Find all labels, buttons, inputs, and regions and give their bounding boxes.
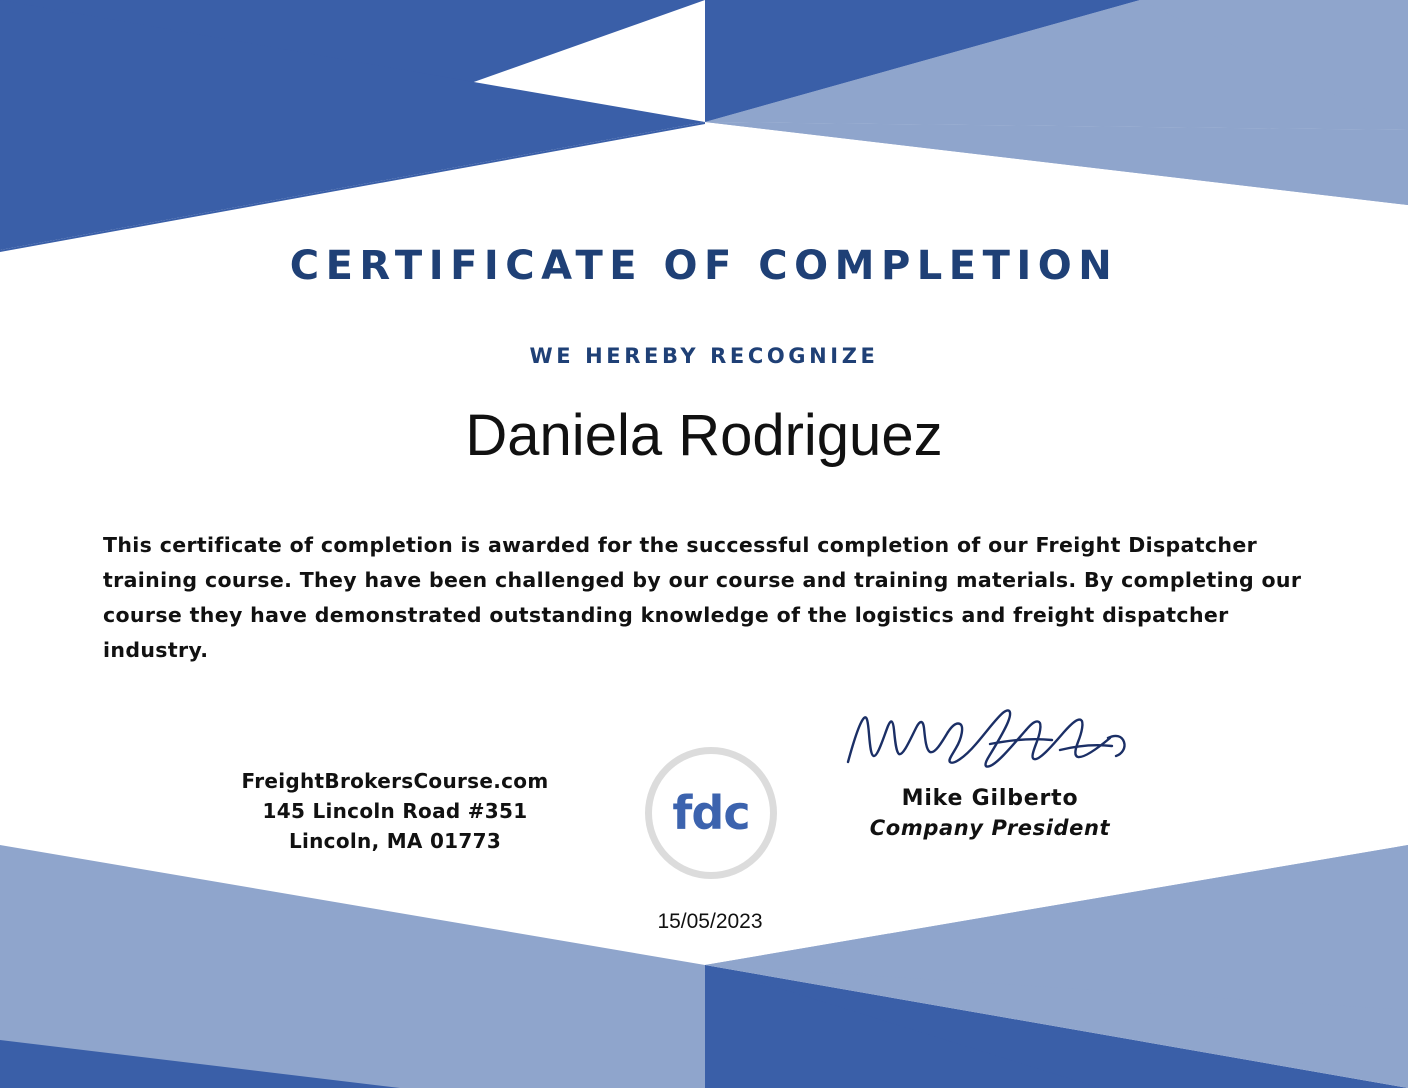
logo-text: fdc xyxy=(672,786,750,840)
certificate-subtitle: WE HEREBY RECOGNIZE xyxy=(529,344,879,368)
certificate-body-text: This certificate of completion is awarded for the successful completion of our Freight Dispatcher training course. They have been challenged by our course and training materials. By completing our course they have demonstrated outstanding knowledge of the logistics and freight dispatcher industry. xyxy=(103,533,1302,662)
issue-date: 15/05/2023 xyxy=(657,910,763,933)
signature-mark xyxy=(840,700,1140,782)
signer-name: Mike Gilberto xyxy=(901,786,1079,811)
organization-details xyxy=(150,766,640,856)
organization-address-line1: 145 Lincoln Road #351 xyxy=(262,799,528,823)
fdc-logo-icon xyxy=(645,747,777,879)
organization-website: FreightBrokersCourse.com xyxy=(241,769,549,793)
recipient-name: Daniela Rodriguez xyxy=(465,403,943,468)
organization-address-line2: Lincoln, MA 01773 xyxy=(288,829,502,853)
page-title: CERTIFICATE OF COMPLETION xyxy=(289,243,1119,289)
signer-title: Company President xyxy=(869,816,1111,840)
